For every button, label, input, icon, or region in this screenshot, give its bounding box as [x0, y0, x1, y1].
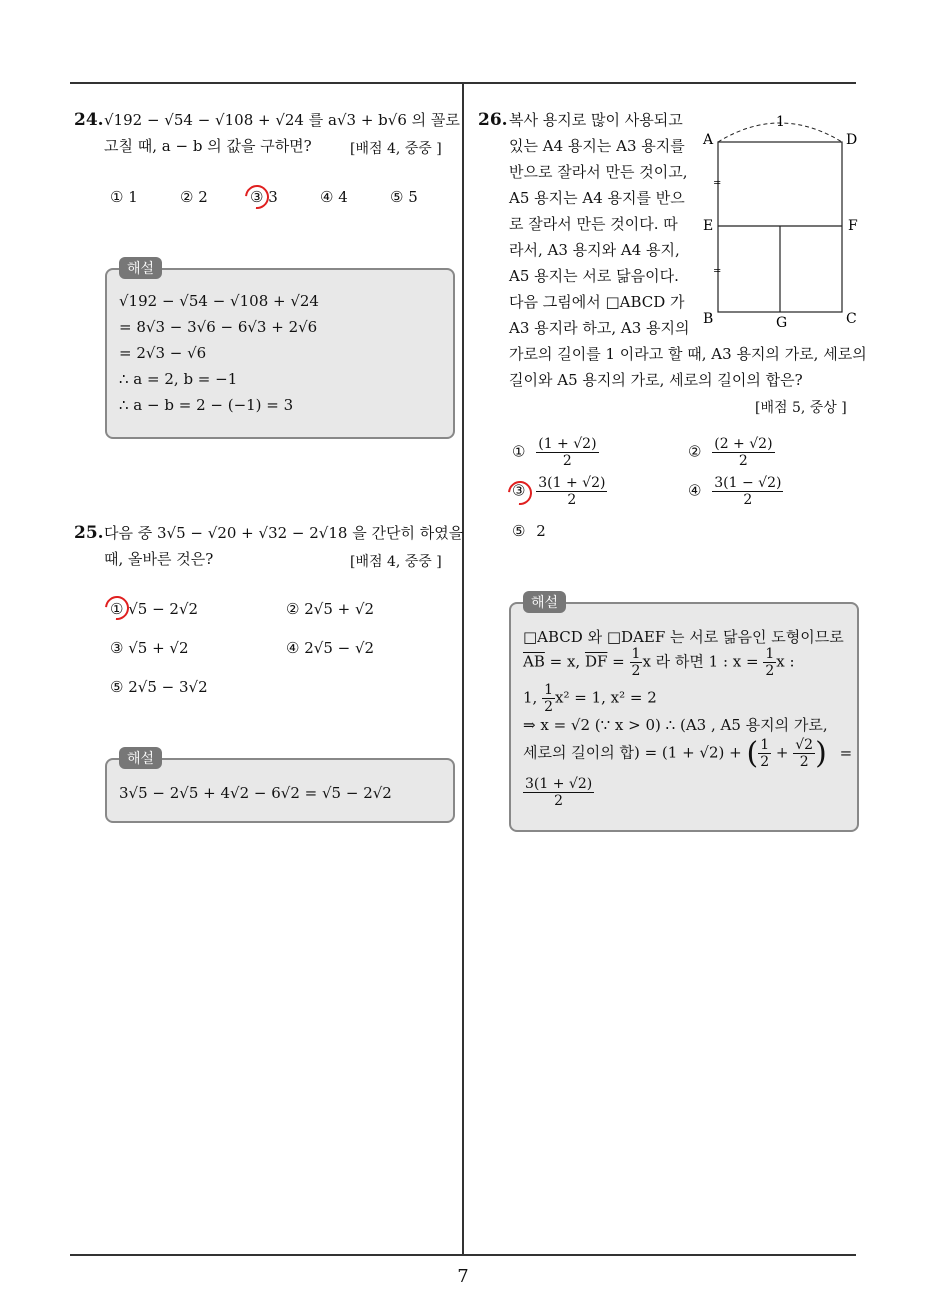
- fraction-denominator: 2: [743, 492, 753, 508]
- fraction-denominator: 2: [631, 663, 641, 679]
- root-fraction: [793, 737, 815, 770]
- option-fraction: [536, 436, 598, 469]
- sol-text: x :: [776, 652, 795, 671]
- q24-option-5[interactable]: ⑤ 5: [390, 188, 418, 206]
- q24-score: [배점 4, 중중 ]: [350, 141, 442, 157]
- sol-text: 1,: [523, 688, 543, 707]
- option-mark: ③: [512, 481, 526, 500]
- fraction-denominator: 2: [567, 492, 577, 508]
- sol-text: +: [775, 743, 789, 762]
- figure-label-F: F: [848, 218, 858, 234]
- q26-solution-box: [509, 602, 859, 832]
- q26-option-2[interactable]: [688, 436, 775, 469]
- q26-text-line: 로 잘라서 만든 것이다. 따: [509, 215, 678, 233]
- option-value: 2: [536, 522, 546, 540]
- fraction-denominator: 2: [544, 699, 554, 715]
- figure-label-A: A: [703, 132, 714, 148]
- result-fraction: [523, 776, 594, 809]
- q26-solution-tag: 해설: [523, 591, 566, 613]
- option-mark: ④: [688, 481, 702, 500]
- fraction-numerator: 1: [765, 646, 775, 662]
- q25-option-2[interactable]: ② 2√5 + √2: [286, 600, 375, 618]
- sol-text: = x,: [544, 652, 585, 671]
- fraction-denominator: 2: [562, 453, 572, 469]
- answer-mark-icon: [100, 591, 134, 625]
- q26-text-line: A3 용지라 하고, A3 용지의: [509, 319, 690, 337]
- fraction-denominator: 2: [554, 793, 564, 809]
- q26-sol-line3: [523, 682, 657, 715]
- q24-sol-line: = 8√3 − 3√6 − 6√3 + 2√6: [119, 318, 318, 336]
- paper-figure: [700, 110, 865, 335]
- fraction-denominator: 2: [765, 663, 775, 679]
- q24-text-line2: 고칠 때, a − b 의 값을 구하면?: [104, 137, 312, 155]
- q26-option-4[interactable]: [688, 475, 783, 508]
- option-fraction: [536, 475, 607, 508]
- q24-sol-line: √192 − √54 − √108 + √24: [119, 292, 319, 310]
- half-fraction: [542, 682, 555, 715]
- paren-open: (: [746, 736, 759, 771]
- half-fraction: [758, 737, 771, 770]
- paren-close: ): [815, 736, 827, 771]
- q26-number: 26.: [478, 110, 508, 130]
- q26-sol-line4: ⇒ x = √2 (∵ x > 0) ∴ (A3 , A5 용지의 가로,: [523, 716, 828, 734]
- option-mark: ①: [512, 442, 526, 461]
- figure-tick-mark: =: [713, 178, 722, 189]
- segment-df: $\overline{DF}$: [584, 652, 608, 671]
- half-fraction: [630, 646, 643, 679]
- sol-text: =: [839, 743, 853, 762]
- q25-text-line1: 다음 중 3√5 − √20 + √32 − 2√18 을 간단히 하였을: [104, 524, 464, 542]
- q24-option-3[interactable]: ③ 3: [250, 188, 278, 206]
- q25-option-4[interactable]: ④ 2√5 − √2: [286, 639, 375, 657]
- segment-ab: $\overline{AB}$: [523, 652, 545, 671]
- q26-option-5[interactable]: [512, 522, 546, 540]
- q24-solution-tag: 해설: [119, 257, 162, 279]
- q24-text-line1: √192 − √54 − √108 + √24 를 a√3 + b√6 의 꼴로: [104, 111, 460, 129]
- q26-score: [배점 5, 중상 ]: [755, 400, 847, 416]
- q26-text-line: 반으로 잘라서 만든 것이고,: [509, 163, 688, 181]
- q25-solution-tag: 해설: [119, 747, 162, 769]
- q25-option-5[interactable]: ⑤ 2√5 − 3√2: [110, 678, 208, 696]
- bottom-rule: [70, 1254, 856, 1256]
- figure-label-C: C: [846, 311, 857, 327]
- fraction-numerator: 1: [631, 646, 641, 662]
- q25-option-1[interactable]: ① √5 − 2√2: [110, 600, 199, 618]
- fraction-numerator: 3(1 + √2): [538, 475, 606, 491]
- figure-label-D: D: [846, 132, 858, 148]
- q25-number: 25.: [74, 523, 104, 543]
- option-mark: ②: [688, 442, 702, 461]
- figure-label-E: E: [703, 218, 714, 234]
- q26-text-line: A5 용지는 A4 용지를 반으: [509, 189, 685, 207]
- fraction-numerator: 3(1 + √2): [525, 776, 593, 792]
- q26-text-line: 라서, A3 용지와 A4 용지,: [509, 241, 680, 259]
- q25-score: [배점 4, 중중 ]: [350, 554, 442, 570]
- q25-text-line2: 때, 올바른 것은?: [104, 550, 214, 568]
- option-fraction: [712, 475, 783, 508]
- figure-tick-mark: =: [713, 266, 722, 277]
- q26-sol-line6: [523, 776, 594, 809]
- fraction-numerator: 1: [544, 682, 554, 698]
- figure-label-B: B: [703, 311, 714, 327]
- sol-text: x² = 1, x² = 2: [555, 688, 657, 707]
- sol-text: x 라 하면 1 : x =: [642, 652, 764, 671]
- page-number: 7: [457, 1266, 469, 1287]
- fraction-denominator: 2: [738, 453, 748, 469]
- q26-text-full1: 가로의 길이를 1 이라고 할 때, A3 용지의 가로, 세로의: [509, 345, 867, 363]
- q24-sol-line: = 2√3 − √6: [119, 344, 207, 362]
- fraction-denominator: 2: [760, 754, 770, 770]
- figure-label-G: G: [776, 315, 788, 331]
- sol-text: 세로의 길이의 합) = (1 + √2) +: [523, 743, 747, 762]
- q24-solution-box: [105, 268, 455, 439]
- fraction-numerator: √2: [795, 737, 814, 753]
- q24-number: 24.: [74, 110, 104, 130]
- q24-option-1[interactable]: ① 1: [110, 188, 138, 206]
- column-divider: [462, 83, 464, 1255]
- q24-option-4[interactable]: ④ 4: [320, 188, 348, 206]
- q26-option-1[interactable]: [512, 436, 599, 469]
- q26-text-line: 다음 그림에서 □ABCD 가: [509, 293, 685, 311]
- q26-text-line: A5 용지는 서로 닮음이다.: [509, 267, 679, 285]
- q26-sol-line2: [523, 646, 795, 679]
- q26-sol-line1: □ABCD 와 □DAEF 는 서로 닮음인 도형이므로: [523, 628, 844, 646]
- q26-text-full2: 길이와 A5 용지의 가로, 세로의 길이의 합은?: [509, 371, 803, 389]
- q24-sol-line: ∴ a − b = 2 − (−1) = 3: [119, 396, 294, 414]
- fraction-numerator: (2 + √2): [714, 436, 773, 452]
- figure-label-1: 1: [776, 114, 785, 130]
- fraction-numerator: (1 + √2): [538, 436, 597, 452]
- q26-text-line: 복사 용지로 많이 사용되고: [509, 111, 683, 129]
- option-fraction: [712, 436, 774, 469]
- fraction-numerator: 1: [760, 737, 770, 753]
- answer-mark-icon: [240, 180, 274, 214]
- q25-sol-line: 3√5 − 2√5 + 4√2 − 6√2 = √5 − 2√2: [119, 784, 392, 802]
- q26-sol-line5: [523, 736, 852, 771]
- q26-text-line: 있는 A4 용지는 A3 용지를: [509, 137, 685, 155]
- fraction-denominator: 2: [799, 754, 809, 770]
- option-mark: ⑤: [512, 522, 526, 540]
- q24-sol-line: ∴ a = 2, b = −1: [119, 370, 238, 388]
- half-fraction: [763, 646, 776, 679]
- sol-text: =: [607, 652, 630, 671]
- fraction-numerator: 3(1 − √2): [714, 475, 782, 491]
- q25-option-3[interactable]: ③ √5 + √2: [110, 639, 189, 657]
- q24-option-2[interactable]: ② 2: [180, 188, 208, 206]
